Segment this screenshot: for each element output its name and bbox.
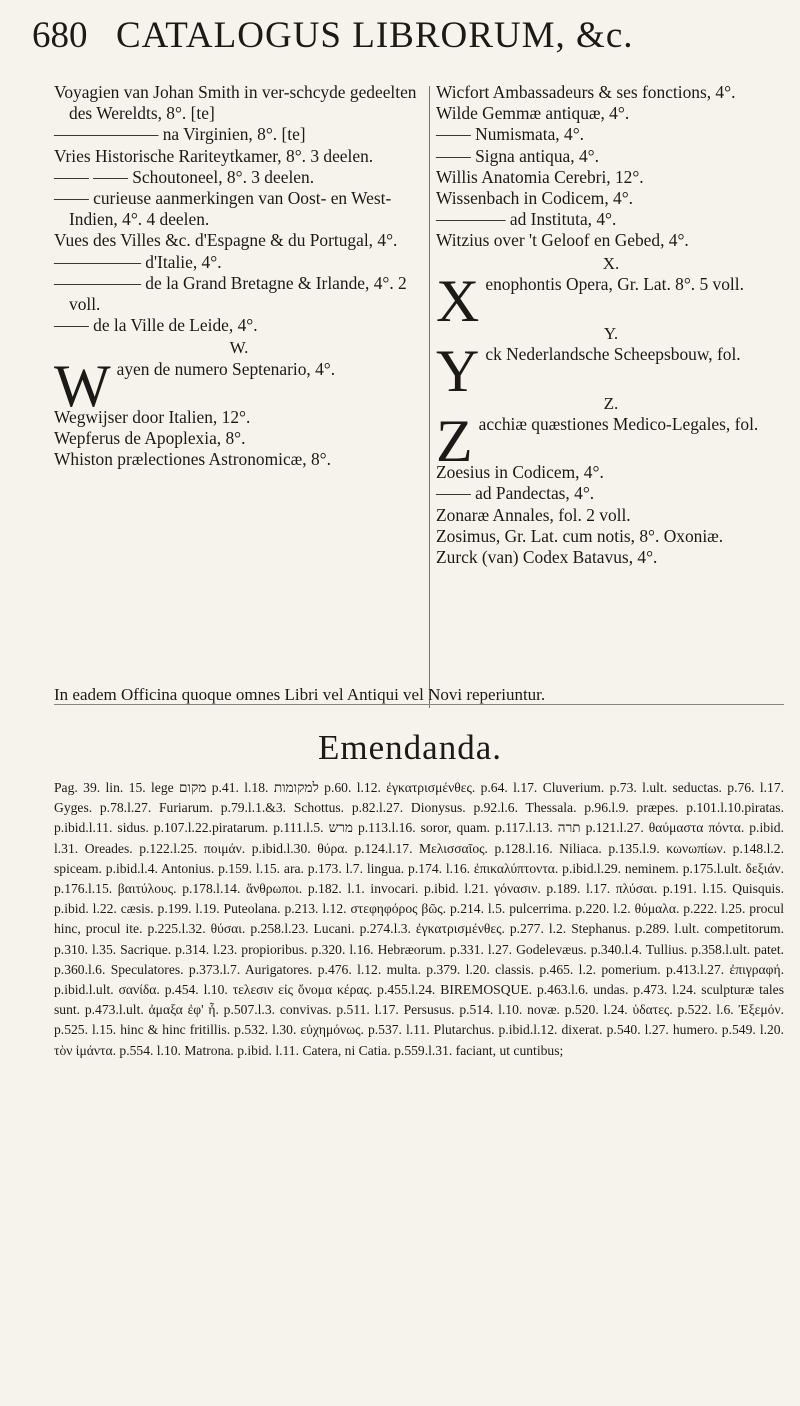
x-block [436,267,786,334]
drop-initial-y: Y [436,338,480,405]
catalogue-entry: Zonaræ Annales, fol. 2 voll. [436,504,631,525]
left-column [54,82,424,470]
catalogue-entry: ck Nederlandsche Scheepsbouw, fol. [485,344,741,365]
letter-heading-z: Z. [603,394,619,414]
catalogue-entry: Vries Historische Rariteytkamer, 8°. 3 deelen. [54,145,374,166]
catalogue-entry: Zurck (van) Codex Batavus, 4°. [436,547,658,568]
running-title: CATALOGUS LIBRORUM, &c. [116,15,634,56]
catalogue-entry: Wepferus de Apoplexia, 8°. [54,427,246,448]
errata-block [54,778,784,1061]
catalogue-entry: Zoesius in Codicem, 4°. [436,462,604,483]
catalogue-entry: Wilde Gemmæ antiquæ, 4°. [436,103,630,124]
officina-note: In eadem Officina quoque omnes Libri vel Antiqui vel Novi reperiuntur. [54,685,546,704]
section-rule [54,704,784,705]
catalogue-entry: —— curieuse aanmerkingen van Oost- en West-Indien, 4°. 4 deelen. [54,188,392,230]
errata-text: Pag. 39. lin. 15. lege מקום p.41. l.18. למקומות p.60. l.12. ἐγκατρισμένθες. p.64. l.17. Cluverium. p.73. l.ult. seductas. p.76. l.17. Gyges. p.78.l.27. Furiarum. p.79.l.1.&3. Schottus. p.82.l.27. Dionysus. p.92.l.6. Thessala. p.96.l.9. præpes. p.101.l.10.piratas. p.ibid.l.11. sidus. p.107.l.22.piratarum. p.111.l.5. מרש p.113.l.16. soror, quam. p.117.l.13. תרה p.121.l.27. θαύμαστα πόντα. p.ibid. l.31. Oreades. p.122.l.25. ποιμάν. p.ibid.l.30. θύρα. p.124.l.17. Μελισσαῖος. p.128.l.16. Niliaca. p.135.l.9. κωνωπίων. p.148.l.2. spiceam. p.ibid.l.4. Antonius. p.159. l.15. ara. p.173. l.7. lingua. p.174. l.16. ἐπικαλύπτοντα. p.ibid.l.29. neminem. p.175.l.ult. δεξιάν. p.176.l.15. βαιτύλους. p.178.l.14. ἄνθρωποι. p.182. l.1. invocari. p.ibid. l.21. γόνασιν. p.189. l.17. πλύσαι. p.191. l.15. Quisquis. p.ibid. l.22. cæsis. p.199. l.19. Puteolana. p.213. l.12. στεφηφόρος βῶς. p.214. l.5. pulcerrima. p.220. l.2. θύμαλα. p.222. l.25. procul hinc, procul ite. p.225.l.32. θύσαι. p.258.l.23. Lucani. p.274.l.3. ἐγκατρισμένθες. p.277. l.2. Stephanus. p.289. l.ult. competitorum. p.310. l.35. Sacrique. p.314. l.23. propioribus. p.320. l.16. Hebræorum. p.331. l.27. Godelevæus. p.340.l.4. Tullius. p.358.l.ult. patet. p.360.l.6. Speculatores. p.373.l.7. Aurigatores. p.476. l.12. multa. p.379. l.20. classis. p.465. l.2. pomerium. p.413.l.27. ἐπιγραφή. p.ibid.l.ult. σανίδα. p.454. l.10. τελεσιν εἰς ὄνομα κέρας. p.455.l.24. BIREMOSQUE. p.463.l.6. undas. p.473. l.24. sculpturæ tales sunt. p.473.l.ult. ἀμαξα ἐφ' ἧ. p.507.l.3. convivas. p.511. l.17. Persusus. p.514. l.10. novæ. p.520. l.24. ὑδατες. p.522. l.6. Ἐξεμόν. p.525. l.15. hinc & hinc fritillis. p.532. l.30. εὐχημόνως. p.537. l.11. Plutarchus. p.ibid.l.12. dixerat. p.540. l.27. humero. p.549. l.20. τὸν ἱμάντα. p.554. l.10. Matrona. p.ibid. l.11. Catera, ni Catia. p.559.l.31. faciant, ut cuntibus; [54,780,785,1058]
catalogue-entry: Willis Anatomia Cerebri, 12°. [436,166,644,187]
catalogue-entry: —— —— Schoutoneel, 8°. 3 deelen. [54,166,315,187]
right-column [436,82,786,568]
letter-heading-y: Y. [603,323,619,343]
catalogue-entry: —— de la Ville de Leide, 4°. [54,315,258,336]
catalogue-entry: ayen de numero Septenario, 4°. [116,358,336,379]
catalogue-entry: ———— ad Instituta, 4°. [436,209,617,230]
catalogue-entry: Wissenbach in Codicem, 4°. [436,188,634,209]
drop-initial-z: Z [436,408,473,475]
catalogue-entry: —— Signa antiqua, 4°. [436,145,599,166]
letter-heading-x: X. [602,253,620,273]
page-header [32,14,788,72]
letter-heading-w: W. [229,338,249,358]
catalogue-columns [54,82,780,742]
catalogue-entry: Voyagien van Johan Smith in ver-schcyde gedeelten des Wereldts, 8°. [te] [54,82,417,124]
drop-initial-x: X [436,267,480,334]
catalogue-entry: Whiston prælectiones Astronomicæ, 8°. [54,449,331,470]
catalogue-entry: acchiæ quæstiones Medico-Legales, fol. [478,414,759,435]
column-divider [429,86,430,708]
catalogue-page [32,14,788,1394]
catalogue-entry: Wicfort Ambassadeurs & ses fonctions, 4°. [436,82,736,102]
emendanda-title: Emendanda. [318,728,502,767]
catalogue-entry: ————— d'Italie, 4°. [54,251,222,272]
drop-initial-w: W [54,352,111,419]
y-block [436,338,786,405]
catalogue-entry: —————— na Virginien, 8°. [te] [54,124,306,145]
catalogue-entry: —— ad Pandectas, 4°. [436,483,595,504]
catalogue-entry: —— Numismata, 4°. [436,124,584,145]
page-number: 680 [32,15,88,56]
catalogue-entry: Witzius over 't Geloof en Gebed, 4°. [436,230,689,251]
catalogue-entry: Wegwijser door Italien, 12°. [54,406,251,427]
catalogue-entry: Vues des Villes &c. d'Espagne & du Portugal, 4°. [54,230,398,251]
catalogue-entry: enophontis Opera, Gr. Lat. 8°. 5 voll. [485,273,744,294]
catalogue-entry: ————— de la Grand Bretagne & Irlande, 4°. 2 voll. [54,272,407,315]
catalogue-entry: Zosimus, Gr. Lat. cum notis, 8°. Oxoniæ. [436,525,724,546]
